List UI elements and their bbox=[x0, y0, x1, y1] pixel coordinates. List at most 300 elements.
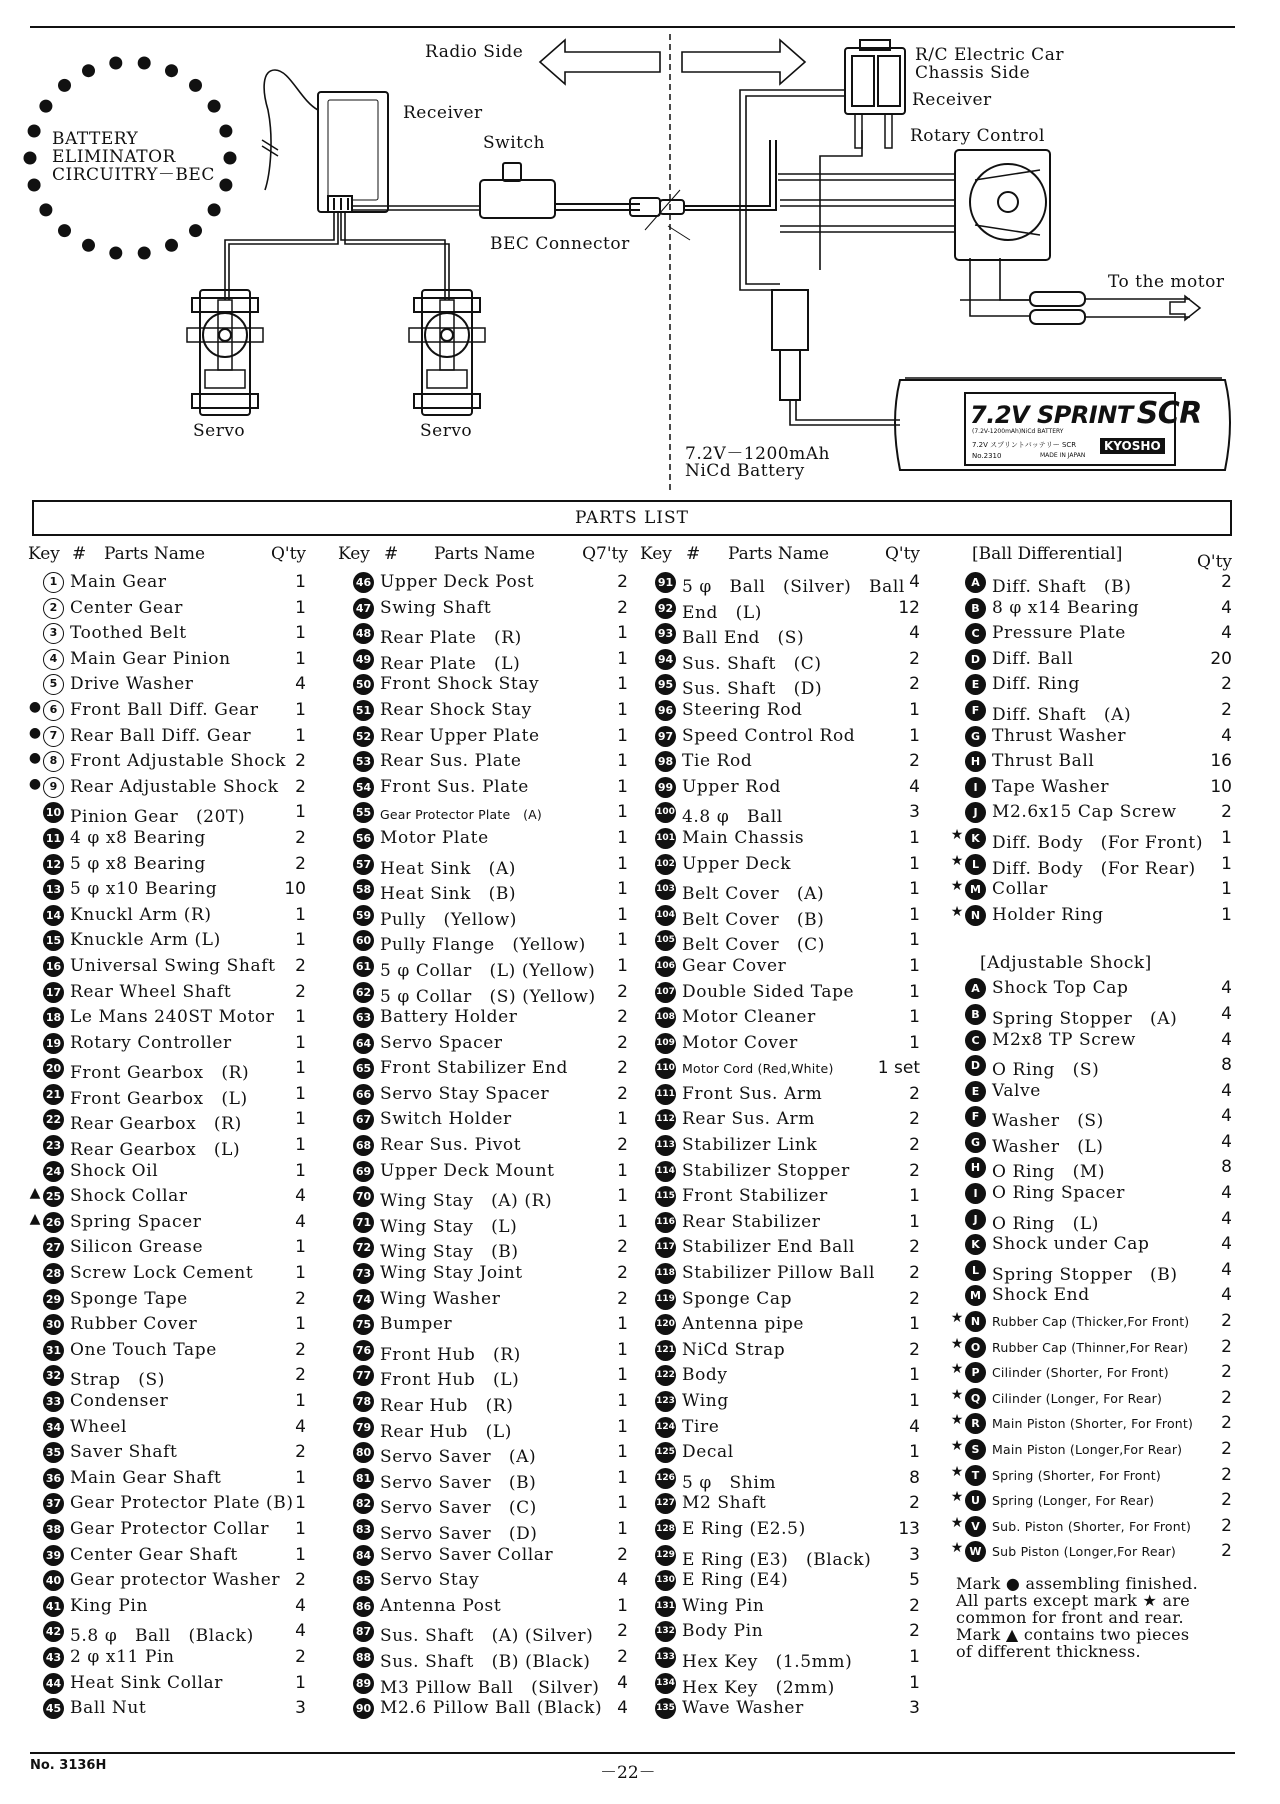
part-key: 77 bbox=[353, 1365, 374, 1386]
part-key: K bbox=[965, 828, 986, 849]
part-row bbox=[640, 1568, 920, 1594]
part-name: Rotary Controller bbox=[70, 1032, 232, 1053]
part-row bbox=[338, 672, 628, 698]
part-row bbox=[950, 1079, 1232, 1105]
part-qty: 2 bbox=[617, 1007, 628, 1028]
part-row bbox=[338, 1107, 628, 1133]
part-name: Upper Rod bbox=[682, 776, 781, 797]
part-row bbox=[28, 903, 306, 929]
part-qty: 2 bbox=[617, 597, 628, 618]
part-qty: 1 bbox=[295, 1007, 306, 1028]
part-key: 95 bbox=[655, 674, 676, 695]
part-qty: 1 bbox=[617, 648, 628, 669]
part-qty: 1 set bbox=[877, 1058, 920, 1079]
part-row bbox=[640, 570, 920, 596]
part-row bbox=[950, 1104, 1232, 1130]
part-row bbox=[640, 800, 920, 826]
part-qty: 1 bbox=[295, 802, 306, 823]
part-key: 129 bbox=[655, 1545, 676, 1566]
part-qty: 2 bbox=[295, 776, 306, 797]
part-qty: 1 bbox=[617, 1442, 628, 1463]
part-row bbox=[640, 1235, 920, 1261]
part-mark: ★ bbox=[950, 903, 964, 920]
bec-dot bbox=[138, 57, 151, 70]
part-name: Gear Protector Collar bbox=[70, 1518, 270, 1539]
part-row bbox=[640, 1594, 920, 1620]
part-row bbox=[950, 1411, 1232, 1437]
part-key: 32 bbox=[43, 1365, 64, 1386]
part-qty: 8 bbox=[909, 1467, 920, 1488]
part-key: 124 bbox=[655, 1417, 676, 1438]
part-key: 100 bbox=[655, 802, 676, 823]
part-key: 92 bbox=[655, 598, 676, 619]
part-qty: 2 bbox=[617, 1263, 628, 1284]
part-qty: 16 bbox=[1210, 751, 1232, 772]
part-qty: 1 bbox=[909, 1365, 920, 1386]
part-key: 76 bbox=[353, 1340, 374, 1361]
part-name: Bumper bbox=[380, 1314, 453, 1335]
part-qty: 4 bbox=[1221, 1029, 1232, 1050]
part-name: Steering Rod bbox=[682, 699, 803, 720]
part-row bbox=[640, 852, 920, 878]
battery-maker-logo: KYOSHO bbox=[1100, 438, 1165, 454]
part-key: 132 bbox=[655, 1621, 676, 1642]
part-row bbox=[950, 647, 1232, 673]
part-qty: 1 bbox=[295, 699, 306, 720]
to-motor-label: To the motor bbox=[1108, 272, 1225, 292]
part-name: Front Shock Stay bbox=[380, 674, 540, 695]
part-name: Shock Collar bbox=[70, 1186, 188, 1207]
part-name: Shock Top Cap bbox=[992, 978, 1129, 999]
part-qty: 1 bbox=[909, 1314, 920, 1335]
part-key: F bbox=[965, 1106, 986, 1127]
part-name: Rear Wheel Shaft bbox=[70, 981, 232, 1002]
part-row bbox=[28, 1184, 306, 1210]
part-key: Q bbox=[965, 1388, 986, 1409]
motor-connectors bbox=[960, 292, 1200, 324]
part-name: Rear Sus. Pivot bbox=[380, 1135, 522, 1156]
part-name: M2.6 Pillow Ball (Black) bbox=[380, 1698, 603, 1719]
part-key: J bbox=[965, 802, 986, 823]
part-qty: 2 bbox=[909, 1493, 920, 1514]
part-qty: 1 bbox=[1221, 827, 1232, 848]
part-name: Rear Shock Stay bbox=[380, 699, 532, 720]
part-qty: 1 bbox=[617, 827, 628, 848]
part-name: Screw Lock Cement bbox=[70, 1263, 254, 1284]
part-qty: 1 bbox=[295, 572, 306, 592]
servo-right-drawing bbox=[409, 290, 485, 415]
header-num: # bbox=[72, 544, 87, 564]
part-name: Rubber Cap (Thicker,For Front) bbox=[992, 1314, 1190, 1330]
part-key: 74 bbox=[353, 1289, 374, 1310]
part-row bbox=[338, 724, 628, 750]
part-row bbox=[950, 800, 1232, 826]
part-name: Wing Pin bbox=[682, 1595, 765, 1616]
part-qty: 2 bbox=[295, 1442, 306, 1463]
part-name: Shock under Cap bbox=[992, 1234, 1150, 1255]
part-name: 5 φ Collar (L) (Yellow) bbox=[380, 960, 596, 981]
part-key: 4 bbox=[43, 649, 64, 670]
part-qty: 2 bbox=[295, 853, 306, 874]
part-row bbox=[338, 749, 628, 775]
part-qty: 1 bbox=[617, 1365, 628, 1386]
part-key: 63 bbox=[353, 1007, 374, 1028]
battery-line2: 7.2V スプリントバッテリー SCR bbox=[972, 441, 1077, 449]
part-name: Silicon Grease bbox=[70, 1237, 204, 1258]
part-row bbox=[950, 1437, 1232, 1463]
part-key: 111 bbox=[655, 1084, 676, 1105]
parts-column-2 bbox=[338, 544, 628, 1722]
servo-left-label: Servo bbox=[193, 421, 246, 441]
part-key: D bbox=[965, 649, 986, 670]
part-qty: 2 bbox=[617, 1058, 628, 1079]
part-key: 45 bbox=[43, 1698, 64, 1719]
part-row bbox=[950, 1181, 1232, 1207]
bec-dot bbox=[28, 179, 41, 192]
part-qty: 1 bbox=[295, 1263, 306, 1284]
part-name: Decal bbox=[682, 1442, 734, 1463]
part-row bbox=[28, 1645, 306, 1671]
bec-connector-label: BEC Connector bbox=[490, 234, 630, 254]
part-row bbox=[338, 800, 628, 826]
part-name: Ball End (S) bbox=[682, 628, 805, 649]
part-name: Strap (S) bbox=[70, 1370, 165, 1391]
part-name: Drive Washer bbox=[70, 674, 194, 695]
parts-list-title: PARTS LIST bbox=[32, 500, 1232, 536]
part-row bbox=[640, 980, 920, 1006]
part-row bbox=[640, 1517, 920, 1543]
part-qty: 4 bbox=[1221, 1106, 1232, 1127]
part-name: Rear Gearbox (R) bbox=[70, 1114, 242, 1135]
part-mark: ★ bbox=[950, 878, 964, 895]
part-qty: 1 bbox=[295, 930, 306, 951]
part-row bbox=[338, 647, 628, 673]
part-row bbox=[28, 1338, 306, 1364]
part-qty: 20 bbox=[1210, 648, 1232, 669]
part-key: 107 bbox=[655, 982, 676, 1003]
part-qty: 2 bbox=[909, 1160, 920, 1181]
part-name: Speed Control Rod bbox=[682, 725, 856, 746]
column-header bbox=[640, 544, 920, 570]
part-row bbox=[640, 1133, 920, 1159]
part-key: 31 bbox=[43, 1340, 64, 1361]
part-key: 51 bbox=[353, 700, 374, 721]
part-key: 10 bbox=[43, 802, 64, 823]
part-row bbox=[338, 775, 628, 801]
part-key: 65 bbox=[353, 1058, 374, 1079]
part-name: Main Piston (Longer,For Rear) bbox=[992, 1442, 1183, 1457]
column-header bbox=[950, 544, 1232, 570]
part-row bbox=[338, 1031, 628, 1057]
bec-dot bbox=[165, 64, 178, 77]
part-name: Body bbox=[682, 1365, 728, 1386]
part-qty: 2 bbox=[909, 674, 920, 695]
part-name: Servo Stay Spacer bbox=[380, 1083, 550, 1104]
part-key: 71 bbox=[353, 1212, 374, 1233]
part-qty: 2 bbox=[909, 1621, 920, 1642]
part-mark: ★ bbox=[950, 1438, 964, 1454]
part-key: 15 bbox=[43, 930, 64, 951]
part-qty: 4 bbox=[295, 1416, 306, 1437]
part-row bbox=[338, 1619, 628, 1645]
part-row bbox=[338, 1696, 628, 1722]
part-name: Rear Upper Plate bbox=[380, 725, 540, 746]
header-key: Key bbox=[28, 544, 60, 564]
part-key: 84 bbox=[353, 1545, 374, 1566]
column-header bbox=[28, 544, 306, 570]
part-row bbox=[28, 928, 306, 954]
part-key: N bbox=[965, 1311, 986, 1332]
part-row bbox=[338, 1261, 628, 1287]
rotary-control-label: Rotary Control bbox=[910, 126, 1045, 146]
part-name: Servo Saver (D) bbox=[380, 1523, 538, 1544]
part-qty: 1 bbox=[1221, 904, 1232, 925]
part-qty: 1 bbox=[295, 1518, 306, 1539]
part-name: Gear Protector Plate (B) bbox=[70, 1493, 294, 1514]
part-name: Wing Stay (L) bbox=[380, 1216, 518, 1237]
part-key: 70 bbox=[353, 1186, 374, 1207]
battery-label: 7.2V－1200mAh NiCd Battery bbox=[685, 444, 830, 481]
part-name: Main Gear Shaft bbox=[70, 1467, 222, 1488]
part-key: C bbox=[965, 1030, 986, 1051]
part-row bbox=[338, 621, 628, 647]
part-name: E Ring (E3) (Black) bbox=[682, 1549, 872, 1570]
header-key: Key bbox=[640, 544, 672, 564]
part-row bbox=[950, 672, 1232, 698]
part-key: 99 bbox=[655, 777, 676, 798]
bec-dot bbox=[58, 224, 71, 237]
part-row bbox=[640, 954, 920, 980]
part-name: E Ring (E2.5) bbox=[682, 1518, 806, 1539]
bec-connector-drawing bbox=[630, 140, 776, 240]
part-row bbox=[640, 1466, 920, 1492]
part-key: 73 bbox=[353, 1263, 374, 1284]
part-qty: 1 bbox=[617, 1211, 628, 1232]
part-qty: 4 bbox=[1221, 1259, 1232, 1280]
part-row bbox=[640, 1671, 920, 1697]
part-name: Thrust Ball bbox=[992, 751, 1095, 772]
part-row bbox=[640, 1159, 920, 1185]
part-row bbox=[640, 1389, 920, 1415]
part-row bbox=[950, 1360, 1232, 1386]
header-name: Parts Name bbox=[434, 544, 536, 564]
part-key: 54 bbox=[353, 777, 374, 798]
part-key: 20 bbox=[43, 1058, 64, 1079]
part-qty: 2 bbox=[617, 1083, 628, 1104]
part-qty: 10 bbox=[1210, 776, 1232, 797]
part-key: U bbox=[965, 1490, 986, 1511]
part-key: 2 bbox=[43, 598, 64, 619]
part-name: Cilinder (Longer, For Rear) bbox=[992, 1390, 1163, 1406]
part-row bbox=[28, 1005, 306, 1031]
part-row bbox=[28, 1543, 306, 1569]
column-header bbox=[338, 544, 628, 570]
part-key: 133 bbox=[655, 1647, 676, 1668]
part-qty: 2 bbox=[295, 981, 306, 1002]
battery-brand-text: 7.2V SPRINT bbox=[970, 401, 1133, 429]
part-key: 46 bbox=[353, 572, 374, 593]
part-name: Washer (L) bbox=[992, 1136, 1104, 1157]
part-key: 19 bbox=[43, 1033, 64, 1054]
part-row bbox=[338, 698, 628, 724]
part-row bbox=[338, 826, 628, 852]
part-name: Washer (S) bbox=[992, 1111, 1104, 1132]
part-name: Spring Stopper (A) bbox=[992, 1008, 1178, 1029]
part-row bbox=[950, 724, 1232, 750]
part-row bbox=[950, 976, 1232, 1002]
part-row bbox=[640, 1210, 920, 1236]
part-key: B bbox=[965, 1004, 986, 1025]
part-qty: 2 bbox=[1221, 1362, 1232, 1383]
part-qty: 1 bbox=[617, 674, 628, 695]
part-name: 5 φ Shim bbox=[682, 1472, 777, 1493]
part-qty: 2 bbox=[909, 1237, 920, 1258]
part-row bbox=[28, 1210, 306, 1236]
part-qty: 2 bbox=[1221, 1515, 1232, 1536]
part-name: Servo Saver Collar bbox=[380, 1544, 554, 1565]
part-row bbox=[950, 1309, 1232, 1335]
part-qty: 1 bbox=[909, 1032, 920, 1053]
document-number: No. 3136H bbox=[30, 1758, 107, 1773]
part-row bbox=[28, 698, 306, 724]
rotary-control-drawing bbox=[778, 150, 1050, 316]
part-row bbox=[950, 1207, 1232, 1233]
part-qty: 4 bbox=[1221, 978, 1232, 999]
part-key: 120 bbox=[655, 1314, 676, 1335]
part-qty: 1 bbox=[617, 802, 628, 823]
bec-dot bbox=[208, 100, 221, 113]
part-row bbox=[28, 1440, 306, 1466]
part-row bbox=[640, 1082, 920, 1108]
part-name: M2.6x15 Cap Screw bbox=[992, 802, 1177, 823]
part-qty: 13 bbox=[898, 1518, 920, 1539]
part-qty: 1 bbox=[295, 904, 306, 925]
header-key: Key bbox=[338, 544, 370, 564]
part-key: 6 bbox=[43, 700, 64, 721]
part-name: 5 φ Collar (S) (Yellow) bbox=[380, 986, 596, 1007]
part-key: 117 bbox=[655, 1237, 676, 1258]
part-qty: 8 bbox=[1221, 1055, 1232, 1076]
radio-side-label: Radio Side bbox=[425, 42, 524, 62]
part-key: 122 bbox=[655, 1365, 676, 1386]
part-key: 121 bbox=[655, 1340, 676, 1361]
note-common: All parts except mark ★ are common for front and rear. bbox=[956, 1590, 1191, 1627]
receiver-right-drawing bbox=[740, 40, 905, 290]
part-name: Sus. Shaft (B) (Black) bbox=[380, 1651, 591, 1672]
part-qty: 1 bbox=[1221, 853, 1232, 874]
part-key: 14 bbox=[43, 905, 64, 926]
part-key: 88 bbox=[353, 1647, 374, 1668]
part-row bbox=[950, 826, 1232, 852]
part-name: Wing Stay Joint bbox=[380, 1263, 523, 1284]
part-qty: 1 bbox=[617, 1518, 628, 1539]
part-qty: 2 bbox=[909, 1288, 920, 1309]
part-mark: ● bbox=[28, 750, 42, 767]
part-key: 47 bbox=[353, 598, 374, 619]
part-row bbox=[28, 1261, 306, 1287]
part-name: Wave Washer bbox=[682, 1698, 804, 1719]
part-qty: 1 bbox=[617, 751, 628, 772]
part-name: Front Sus. Plate bbox=[380, 776, 529, 797]
part-name: Motor Cord (Red,White) bbox=[682, 1061, 834, 1077]
part-qty: 2 bbox=[295, 1288, 306, 1309]
part-key: 16 bbox=[43, 956, 64, 977]
part-key: 113 bbox=[655, 1135, 676, 1156]
part-key: 50 bbox=[353, 674, 374, 695]
part-qty: 4 bbox=[295, 1211, 306, 1232]
part-name: Diff. Ring bbox=[992, 674, 1080, 695]
part-key: L bbox=[965, 854, 986, 875]
part-key: 49 bbox=[353, 649, 374, 670]
part-name: Le Mans 240ST Motor bbox=[70, 1007, 275, 1028]
part-qty: 1 bbox=[909, 955, 920, 976]
part-key: I bbox=[965, 1183, 986, 1204]
part-name: Belt Cover (B) bbox=[682, 909, 825, 930]
part-key: 36 bbox=[43, 1468, 64, 1489]
part-qty: 1 bbox=[909, 1186, 920, 1207]
part-row bbox=[338, 1466, 628, 1492]
part-row bbox=[28, 570, 306, 596]
part-name: Diff. Shaft (B) bbox=[992, 577, 1132, 597]
part-qty: 1 bbox=[909, 1391, 920, 1411]
part-key: E bbox=[965, 1081, 986, 1102]
part-name: Rubber Cap (Thinner,For Rear) bbox=[992, 1339, 1189, 1355]
part-key: V bbox=[965, 1516, 986, 1537]
part-key: 24 bbox=[43, 1161, 64, 1182]
part-name: Wing Stay (B) bbox=[380, 1242, 519, 1263]
part-key: 119 bbox=[655, 1289, 676, 1310]
part-key: 1 bbox=[43, 572, 64, 593]
part-row bbox=[950, 596, 1232, 622]
part-key: 134 bbox=[655, 1673, 676, 1694]
part-key: 83 bbox=[353, 1519, 374, 1540]
part-row bbox=[338, 1440, 628, 1466]
part-key: 34 bbox=[43, 1417, 64, 1438]
part-key: 42 bbox=[43, 1621, 64, 1642]
part-key: 97 bbox=[655, 726, 676, 747]
part-row bbox=[28, 1594, 306, 1620]
part-qty: 4 bbox=[1221, 1208, 1232, 1229]
part-key: 68 bbox=[353, 1135, 374, 1156]
battery-line1: (7.2V-1200mAh)NiCd BATTERY bbox=[972, 428, 1064, 435]
part-row bbox=[950, 1258, 1232, 1284]
part-row bbox=[640, 1056, 920, 1082]
part-key: 62 bbox=[353, 982, 374, 1003]
part-key: O bbox=[965, 1337, 986, 1358]
part-row bbox=[338, 877, 628, 903]
part-row bbox=[950, 570, 1232, 596]
battery-made: MADE IN JAPAN bbox=[1040, 452, 1086, 459]
bec-dot bbox=[189, 79, 202, 92]
part-name: Valve bbox=[992, 1080, 1041, 1101]
part-name: O Ring Spacer bbox=[992, 1183, 1125, 1204]
part-qty: 5 bbox=[909, 1570, 920, 1591]
chassis-side-arrow bbox=[682, 40, 805, 84]
part-name: Double Sided Tape bbox=[682, 981, 855, 1002]
part-row bbox=[950, 852, 1232, 878]
part-row bbox=[950, 749, 1232, 775]
part-row bbox=[338, 980, 628, 1006]
battery-code: No.2310 bbox=[972, 452, 1002, 460]
part-name: Upper Deck Post bbox=[380, 572, 535, 592]
part-key: 128 bbox=[655, 1519, 676, 1540]
part-name: Upper Deck bbox=[682, 853, 792, 874]
part-key: 131 bbox=[655, 1596, 676, 1617]
part-row bbox=[640, 903, 920, 929]
part-name: Wing bbox=[682, 1391, 729, 1411]
part-name: Sus. Shaft (D) bbox=[682, 679, 823, 700]
part-qty: 1 bbox=[909, 1007, 920, 1028]
